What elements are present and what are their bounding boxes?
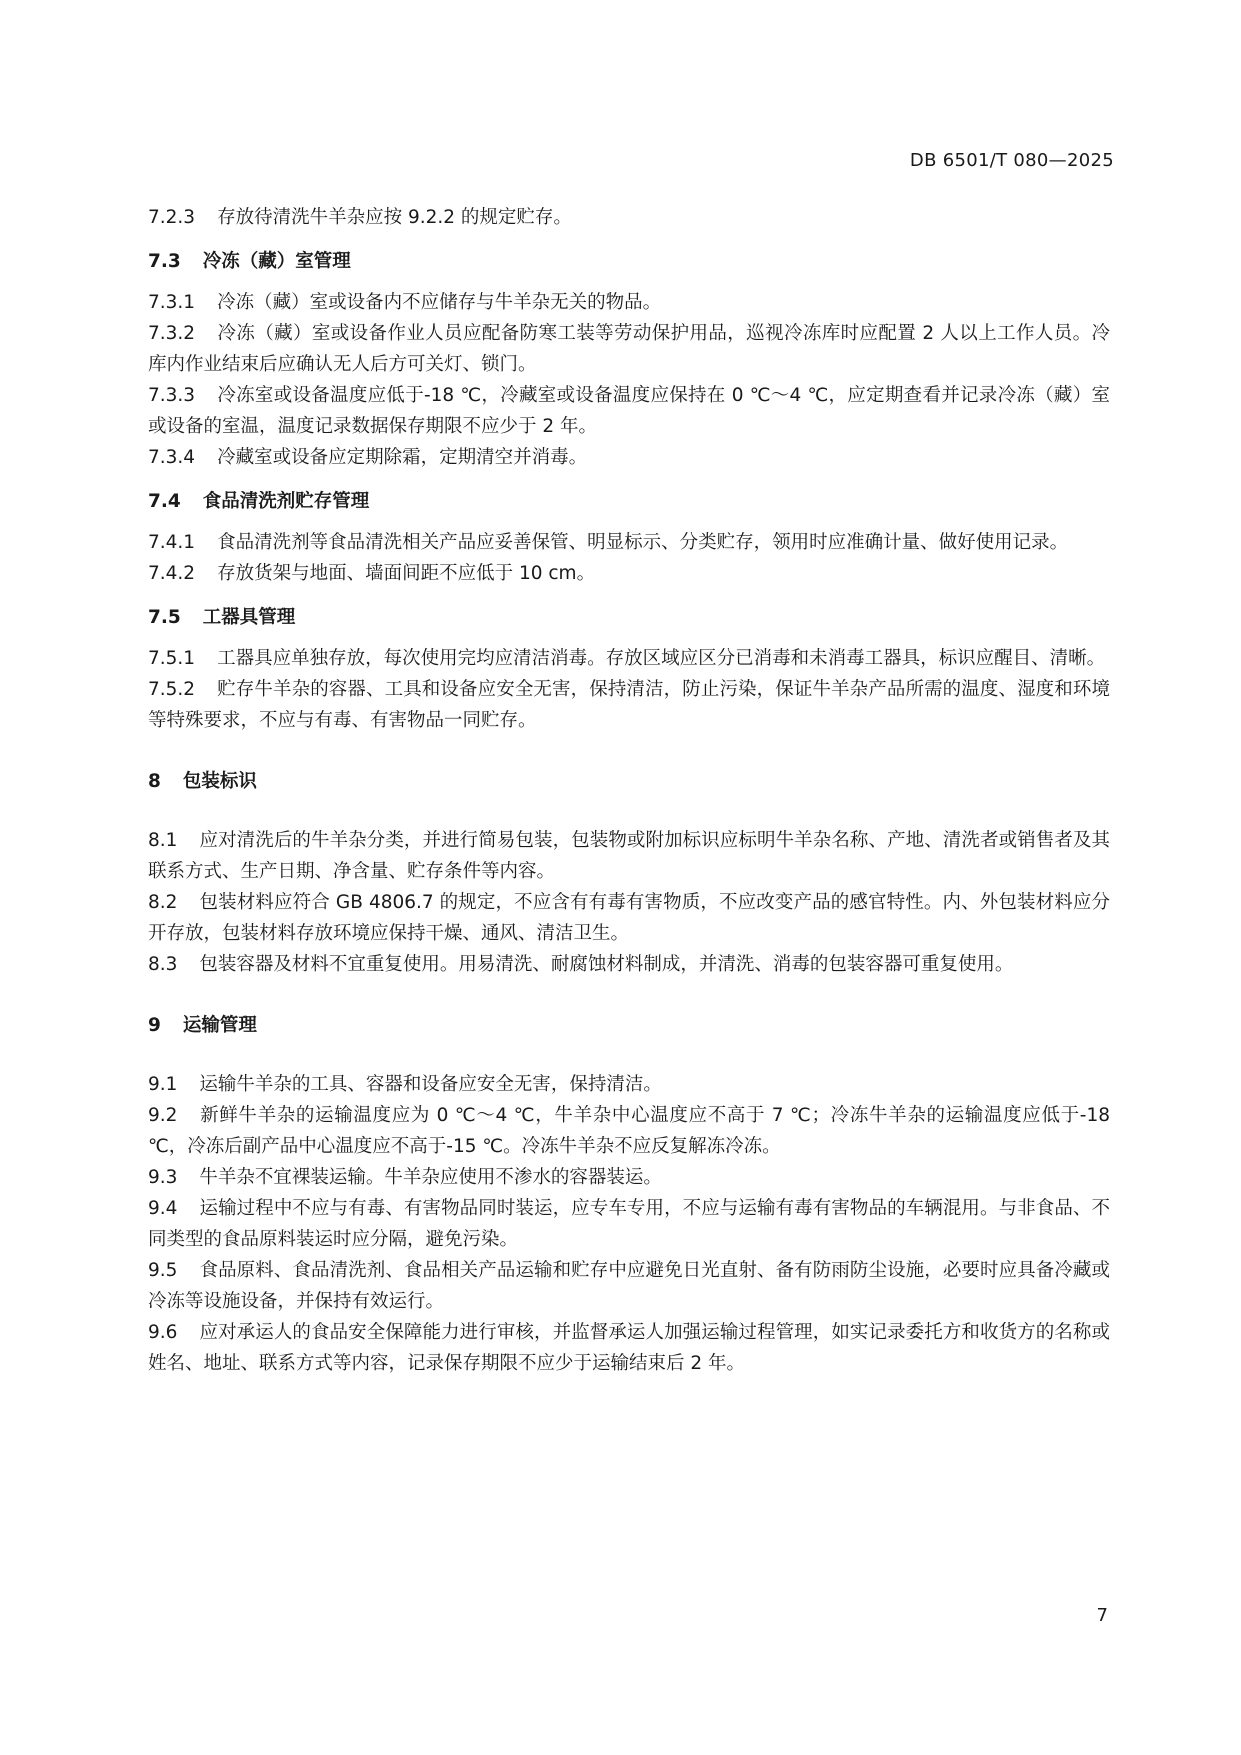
- clause-number: 7.3.2: [148, 323, 196, 344]
- clause-7-4-1: [148, 527, 1110, 558]
- clause-number: 8.2: [148, 892, 178, 913]
- page-number: 7: [1096, 1605, 1108, 1626]
- section-number: 7.4: [148, 491, 181, 512]
- clause-number: 9.4: [148, 1198, 178, 1219]
- clause-7-3-3: [148, 380, 1110, 442]
- clause-7-3-1: [148, 287, 1110, 318]
- section-heading-7-4: [148, 486, 1110, 517]
- document-body: [148, 202, 1110, 1379]
- section-number: 7.3: [148, 251, 181, 272]
- clause-text: 冷藏室或设备应定期除霜，定期清空并消毒。: [217, 447, 588, 468]
- clause-number: 9.3: [148, 1167, 178, 1188]
- section-number: 7.5: [148, 607, 181, 628]
- clause-text: 新鲜牛羊杂的运输温度应为 0 ℃～4 ℃，牛羊杂中心温度应不高于 7 ℃；冷冻牛羊杂的运输温度应低于-18 ℃，冷冻后副产品中心温度应不高于-15 ℃。冷冻牛羊杂不应反复解冻冷冻。: [148, 1105, 1110, 1157]
- clause-text: 存放货架与地面、墙面间距不应低于 10 cm。: [217, 563, 596, 584]
- document-id: DB 6501/T 080—2025: [909, 150, 1114, 171]
- clause-number: 7.3.1: [148, 292, 196, 313]
- clause-number: 7.2.3: [148, 207, 196, 228]
- clause-number: 8.3: [148, 954, 178, 975]
- clause-text: 贮存牛羊杂的容器、工具和设备应安全无害，保持清洁，防止污染，保证牛羊杂产品所需的温度、湿度和环境等特殊要求，不应与有毒、有害物品一同贮存。: [148, 679, 1110, 731]
- clause-7-3-4: [148, 442, 1110, 473]
- clause-text: 牛羊杂不宜裸装运输。牛羊杂应使用不渗水的容器装运。: [199, 1167, 662, 1188]
- clause-9-2: [148, 1100, 1110, 1162]
- section-title: 工器具管理: [202, 607, 296, 628]
- clause-number: 7.3.4: [148, 447, 196, 468]
- clause-7-5-2: [148, 674, 1110, 736]
- chapter-heading-8: [148, 766, 1110, 797]
- clause-number: 7.4.2: [148, 563, 196, 584]
- clause-9-3: [148, 1162, 1110, 1193]
- clause-text: 冷冻（藏）室或设备作业人员应配备防寒工装等劳动保护用品，巡视冷冻库时应配置 2 人以上工作人员。冷库内作业结束后应确认无人后方可关灯、锁门。: [148, 323, 1110, 375]
- clause-text: 应对承运人的食品安全保障能力进行审核，并监督承运人加强运输过程管理，如实记录委托方和收货方的名称或姓名、地址、联系方式等内容，记录保存期限不应少于运输结束后 2 年。: [148, 1322, 1110, 1374]
- clause-8-3: [148, 949, 1110, 980]
- clause-text: 运输过程中不应与有毒、有害物品同时装运，应专车专用，不应与运输有毒有害物品的车辆混用。与非食品、不同类型的食品原料装运时应分隔，避免污染。: [148, 1198, 1110, 1250]
- chapter-title: 运输管理: [182, 1015, 257, 1036]
- section-title: 食品清洗剂贮存管理: [202, 491, 370, 512]
- clause-number: 8.1: [148, 830, 178, 851]
- section-heading-7-5: [148, 602, 1110, 633]
- section-heading-7-3: [148, 246, 1110, 277]
- clause-9-1: [148, 1069, 1110, 1100]
- chapter-number: 8: [148, 771, 161, 792]
- clause-text: 包装材料应符合 GB 4806.7 的规定，不应含有有毒有害物质，不应改变产品的感官特性。内、外包装材料应分开存放，包装材料存放环境应保持干燥、通风、清洁卫生。: [148, 892, 1110, 944]
- clause-text: 包装容器及材料不宜重复使用。用易清洗、耐腐蚀材料制成，并清洗、消毒的包装容器可重复使用。: [199, 954, 1014, 975]
- clause-text: 冷冻室或设备温度应低于-18 ℃，冷藏室或设备温度应保持在 0 ℃～4 ℃，应定期查看并记录冷冻（藏）室或设备的室温，温度记录数据保存期限不应少于 2 年。: [148, 385, 1110, 437]
- clause-text: 食品原料、食品清洗剂、食品相关产品运输和贮存中应避免日光直射、备有防雨防尘设施，必要时应具备冷藏或冷冻等设施设备，并保持有效运行。: [148, 1260, 1110, 1312]
- clause-8-1: [148, 825, 1110, 887]
- clause-9-4: [148, 1193, 1110, 1255]
- clause-8-2: [148, 887, 1110, 949]
- clause-text: 食品清洗剂等食品清洗相关产品应妥善保管、明显标示、分类贮存，领用时应准确计量、做好使用记录。: [217, 532, 1069, 553]
- clause-7-3-2: [148, 318, 1110, 380]
- clause-number: 9.6: [148, 1322, 178, 1343]
- clause-7-5-1: [148, 643, 1110, 674]
- clause-text: 应对清洗后的牛羊杂分类，并进行简易包装，包装物或附加标识应标明牛羊杂名称、产地、清洗者或销售者及其联系方式、生产日期、净含量、贮存条件等内容。: [148, 830, 1110, 882]
- clause-9-6: [148, 1317, 1110, 1379]
- clause-number: 9.1: [148, 1074, 178, 1095]
- clause-number: 7.5.1: [148, 648, 196, 669]
- chapter-title: 包装标识: [182, 771, 257, 792]
- clause-9-5: [148, 1255, 1110, 1317]
- clause-number: 9.2: [148, 1105, 178, 1126]
- clause-text: 冷冻（藏）室或设备内不应储存与牛羊杂无关的物品。: [217, 292, 662, 313]
- section-title: 冷冻（藏）室管理: [202, 251, 351, 272]
- clause-number: 9.5: [148, 1260, 178, 1281]
- clause-text: 存放待清洗牛羊杂应按 9.2.2 的规定贮存。: [217, 207, 572, 228]
- clause-text: 工器具应单独存放，每次使用完均应清洁消毒。存放区域应区分已消毒和未消毒工器具，标识应醒目、清晰。: [217, 648, 1106, 669]
- clause-number: 7.3.3: [148, 385, 196, 406]
- clause-text: 运输牛羊杂的工具、容器和设备应安全无害，保持清洁。: [199, 1074, 662, 1095]
- clause-7-2-3: [148, 202, 1110, 233]
- chapter-heading-9: [148, 1010, 1110, 1041]
- clause-number: 7.5.2: [148, 679, 196, 700]
- chapter-number: 9: [148, 1015, 161, 1036]
- clause-7-4-2: [148, 558, 1110, 589]
- clause-number: 7.4.1: [148, 532, 196, 553]
